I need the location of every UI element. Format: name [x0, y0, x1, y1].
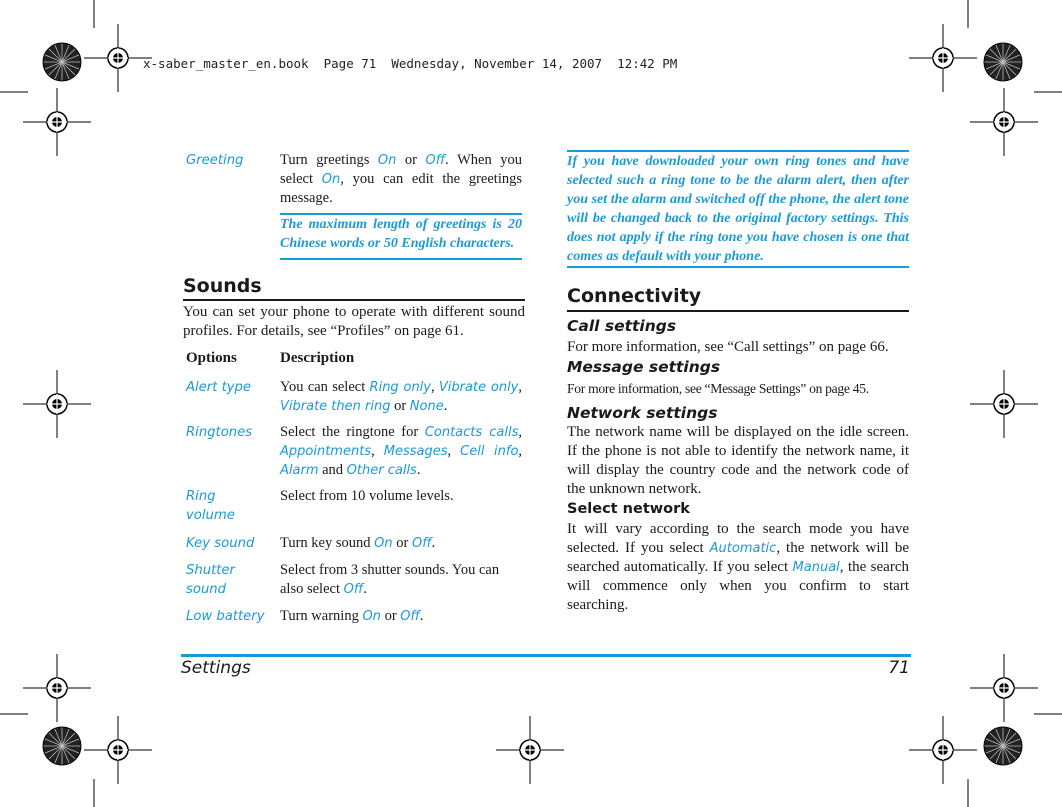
- option-ring-volume: Ring volume: [186, 489, 235, 523]
- option-greeting: Greeting: [186, 153, 244, 168]
- message-settings-heading: Message settings: [567, 358, 721, 376]
- footer-rule: [181, 654, 911, 657]
- low-battery-description: Turn warning On or Off.: [280, 608, 424, 624]
- footer-section-title: Settings: [181, 658, 251, 678]
- sounds-heading: Sounds: [183, 275, 262, 297]
- call-settings-heading: Call settings: [567, 317, 677, 335]
- option-ringtones: Ringtones: [186, 425, 253, 440]
- connectivity-heading-rule: [567, 310, 909, 312]
- greeting-description: Turn greetings On or Off. When you select On, you can edit the greetings message.: [280, 152, 522, 206]
- option-alert-type: Alert type: [186, 380, 252, 395]
- sounds-intro: You can set your phone to operate with different sound profiles. For details, see “Profiles” on page 61.: [183, 304, 525, 339]
- sounds-heading-rule: [183, 299, 525, 301]
- alarm-note-rule-bottom: [567, 266, 909, 268]
- message-settings-text: For more information, see “Message Settings” on page 45.: [567, 381, 869, 396]
- ring-volume-description: Select from 10 volume levels.: [280, 488, 454, 504]
- network-settings-text: The network name will be displayed on the idle screen. If the phone is not able to identify the network name, it will display the country code and the network code of the unknown network.: [567, 424, 909, 497]
- note-rule-bottom: [280, 258, 522, 260]
- network-settings-heading: Network settings: [567, 404, 718, 422]
- select-network-text: It will vary according to the search mode you have selected. If you select Automatic, the network will be searched automatically. If you select Manual, the search will commence only when you confirm to start searching.: [567, 521, 909, 613]
- connectivity-heading: Connectivity: [567, 285, 702, 307]
- greeting-note: The maximum length of greetings is 20 Chinese words or 50 English characters.: [280, 217, 522, 251]
- option-shutter-sound: Shutter sound: [186, 563, 235, 597]
- alert-type-description: You can select Ring only, Vibrate only, Vibrate then ring or None.: [280, 379, 522, 414]
- col-options-header: Options: [186, 350, 237, 366]
- option-low-battery: Low battery: [186, 609, 265, 624]
- col-description-header: Description: [280, 350, 355, 366]
- ringtones-description: Select the ringtone for Contacts calls, Appointments, Messages, Cell info, Alarm and Other calls.: [280, 424, 523, 478]
- alarm-note: If you have downloaded your own ring tones and have selected such a ring tone to be the alarm alert, then after you set the alarm and switched off the phone, the alert tone will be changed back to the original factory settings. This does not apply if the ring tone you have chosen is one that comes as default with your phone.: [567, 154, 909, 264]
- key-sound-description: Turn key sound On or Off.: [280, 535, 436, 551]
- page-number: 71: [888, 658, 910, 678]
- select-network-heading: Select network: [567, 501, 690, 517]
- option-key-sound: Key sound: [186, 536, 255, 551]
- shutter-sound-description: Select from 3 shutter sounds. You can also select Off.: [280, 562, 500, 597]
- call-settings-text: For more information, see “Call settings” on page 66.: [567, 339, 889, 355]
- print-stamp: x-saber_master_en.book Page 71 Wednesday, November 14, 2007 12:42 PM: [143, 56, 678, 71]
